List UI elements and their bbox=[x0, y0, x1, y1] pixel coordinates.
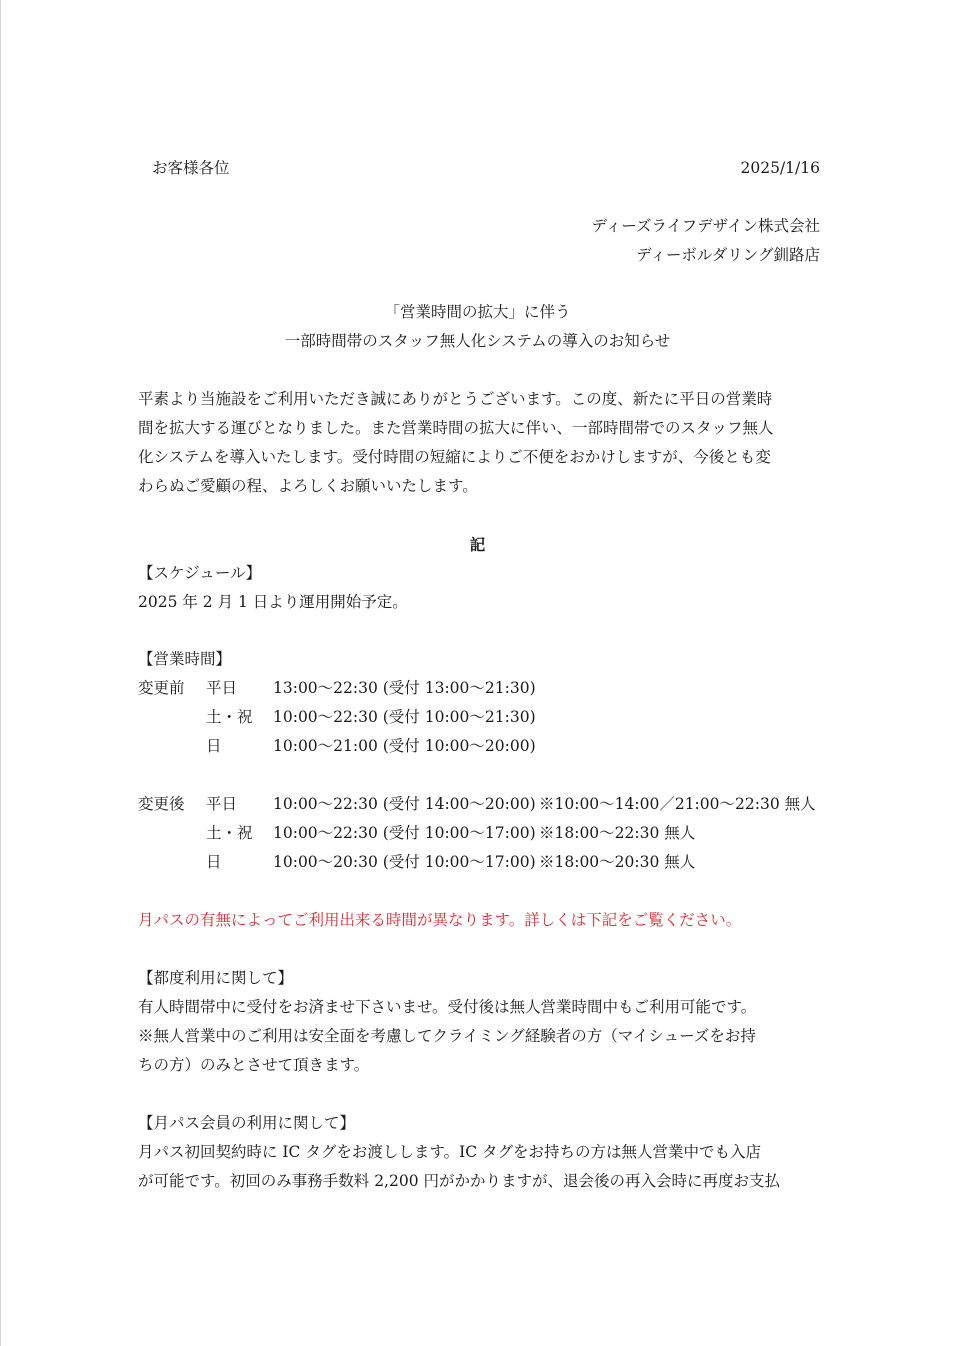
ki-heading: 記 bbox=[469, 535, 486, 554]
intro-line: わらぬご愛顧の程、よろしくお願いいたします。 bbox=[138, 477, 478, 495]
per-use-heading: 【都度利用に関して】 bbox=[138, 969, 294, 987]
after-label: 変更後 bbox=[138, 795, 185, 813]
after-time: 10:00～22:30 (受付 14:00～20:00) bbox=[273, 795, 536, 813]
before-time: 10:00～21:00 (受付 10:00～20:00) bbox=[273, 737, 536, 755]
monthly-heading: 【月パス会員の利用に関して】 bbox=[138, 1114, 356, 1132]
store-name: ディーボルダリング釧路店 bbox=[636, 246, 820, 264]
hours-heading: 【営業時間】 bbox=[138, 650, 232, 668]
after-day: 平日 bbox=[206, 795, 238, 813]
before-day: 日 bbox=[206, 737, 222, 755]
title-line-2: 一部時間帯のスタッフ無人化システムの導入のお知らせ bbox=[284, 332, 671, 350]
after-day: 土・祝 bbox=[206, 824, 253, 842]
intro-line: 化システムを導入いたします。受付時間の短縮によりご不便をおかけしますが、今後とも変 bbox=[138, 448, 771, 466]
intro-line: 間を拡大する運びとなりました。また営業時間の拡大に伴い、一部時間帯でのスタッフ無人 bbox=[138, 419, 774, 437]
after-note: ※10:00～14:00／21:00～22:30 無人 bbox=[539, 795, 816, 813]
monthly-line: が可能です。初回のみ事務手数料 2,200 円がかかりますが、退会後の再入会時に再度お支払 bbox=[138, 1172, 780, 1190]
after-note: ※18:00～20:30 無人 bbox=[539, 853, 696, 871]
before-day: 土・祝 bbox=[206, 708, 253, 726]
monthly-line: 月パス初回契約時に IC タグをお渡しします。IC タグをお持ちの方は無人営業中でも入店 bbox=[138, 1143, 762, 1161]
intro-line: 平素より当施設をご利用いただき誠にありがとうございます。この度、新たに平日の営業時 bbox=[138, 390, 773, 408]
recipient: お客様各位 bbox=[152, 159, 230, 177]
after-time: 10:00～20:30 (受付 10:00～17:00) bbox=[273, 853, 536, 871]
schedule-heading: 【スケジュール】 bbox=[138, 564, 262, 582]
schedule-text: 2025 年 2 月 1 日より運用開始予定。 bbox=[138, 593, 408, 611]
per-use-line: 有人時間帯中に受付をお済ませ下さいませ。受付後は無人営業時間中もご利用可能です。 bbox=[138, 998, 757, 1016]
before-time: 13:00～22:30 (受付 13:00～21:30) bbox=[273, 679, 536, 697]
before-day: 平日 bbox=[206, 679, 238, 697]
before-time: 10:00～22:30 (受付 10:00～21:30) bbox=[273, 708, 536, 726]
per-use-line: ※無人営業中のご利用は安全面を考慮してクライミング経験者の方（マイシューズをお持 bbox=[138, 1027, 756, 1045]
notice-text: 月パスの有無によってご利用出来る時間が異なります。詳しくは下記をご覧ください。 bbox=[138, 911, 742, 929]
page-edge bbox=[0, 0, 1, 1346]
after-day: 日 bbox=[206, 853, 222, 871]
after-time: 10:00～22:30 (受付 10:00～17:00) bbox=[273, 824, 536, 842]
document-date: 2025/1/16 bbox=[740, 159, 820, 177]
per-use-line: ちの方）のみとさせて頂きます。 bbox=[138, 1056, 370, 1074]
company-name: ディーズライフデザイン株式会社 bbox=[591, 217, 820, 235]
before-label: 変更前 bbox=[138, 679, 185, 697]
title-line-1: 「営業時間の拡大」に伴う bbox=[384, 303, 571, 321]
after-note: ※18:00～22:30 無人 bbox=[539, 824, 696, 842]
